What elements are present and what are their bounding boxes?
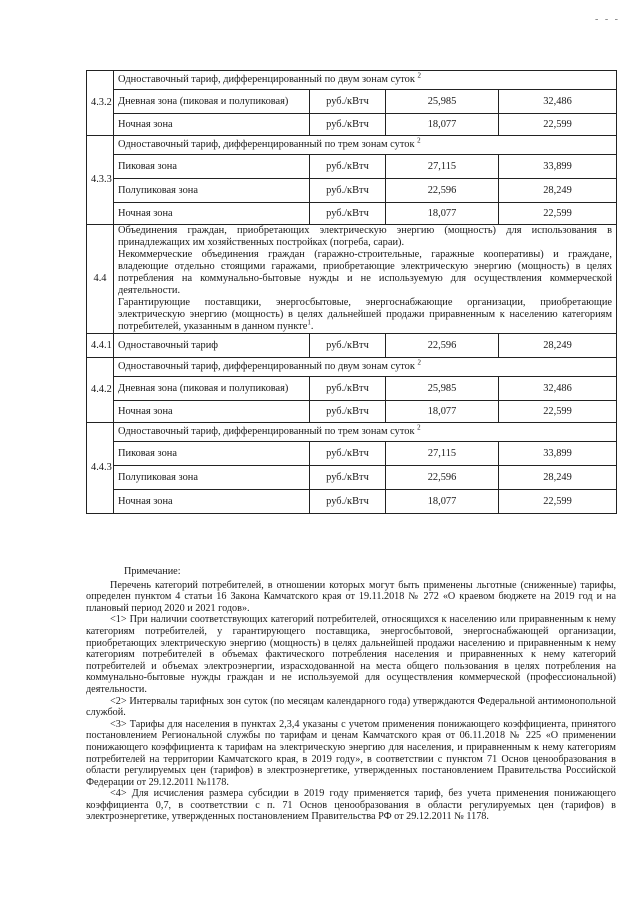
value-cell: 18,077 <box>386 490 499 514</box>
category-description <box>114 225 617 334</box>
row-number: 4.3.2 <box>87 71 114 136</box>
unit-cell: руб./кВтч <box>310 401 386 423</box>
row-number: 4.4.1 <box>87 334 114 358</box>
row-number: 4.4.3 <box>87 423 114 514</box>
row-number: 4.4.2 <box>87 358 114 423</box>
table-row <box>87 114 617 136</box>
zone-label: Полупиковая зона <box>114 466 310 490</box>
row-title: Одноставочный тариф, дифференцированный по двум зонам суток $^2$ <box>114 358 617 377</box>
value-cell: 32,486 <box>499 377 617 401</box>
unit-cell: руб./кВтч <box>310 203 386 225</box>
notes-title: Примечание: <box>124 566 181 577</box>
value-cell: 22,596 <box>386 179 499 203</box>
unit-cell: руб./кВтч <box>310 334 386 358</box>
row-number: 4.4 <box>87 225 114 334</box>
category-paragraph: Гарантирующие поставщики, энергосбытовые, энергоснабжающие организации, приобретающие электрическую энергию (мощность) в целях дальнейшей продажи приравненным к населению категориям потребителей, указанным в данном пункте$^1$. <box>118 297 613 332</box>
table-row <box>87 466 617 490</box>
page-mark: - - - <box>595 14 620 25</box>
value-cell: 33,899 <box>499 155 617 179</box>
table-row <box>87 155 617 179</box>
zone-label: Одноставочный тариф <box>114 334 310 358</box>
notes-section <box>86 566 616 823</box>
note-paragraph: <1> При наличии соответствующих категорий потребителей, относящихся к населению или приравненным к нему категориям потребителей, у гарантирующего поставщика, энергосбытовой, энергоснабжающей организации, приобретающих электрическую энергию (мощность) в целях дальнейшей продажи населению и приравненным к нему категориям потребителей в объемах фактического потребления населения и приравненных к нему категорий потребителей и объемах электроэнергии, израсходованной на места общего пользования в целях потребления на коммунально-бытовые нужды граждан и не используемой для осуществления коммерческой (профессиональной) деятельности. <box>86 614 616 695</box>
note-paragraph: <3> Тарифы для населения в пунктах 2,3,4 указаны с учетом применения понижающего коэффициента, принятого постановлением Региональной службы по тарифам и ценам Камчатского края от 06.11.2018 № 225 «О применении понижающего коэффициента к тарифам на электрическую энергию для населения, и приравненным к нему категориям потребителей на территории Камчатского края, в 2019 году», в соответствии с пунктом 71 Основ ценообразования в области регулируемых цен (тарифов) в электроэнергетике, утвержденных постановлением Правительства Российской Федерации от 29.12.2011 №1178. <box>86 718 616 788</box>
unit-cell: руб./кВтч <box>310 377 386 401</box>
value-cell: 25,985 <box>386 377 499 401</box>
zone-label: Пиковая зона <box>114 155 310 179</box>
value-cell: 28,249 <box>499 179 617 203</box>
value-cell: 22,599 <box>499 203 617 225</box>
value-cell: 18,077 <box>386 114 499 136</box>
zone-label: Ночная зона <box>114 490 310 514</box>
table-row <box>87 401 617 423</box>
value-cell: 32,486 <box>499 90 617 114</box>
table-row <box>87 71 617 90</box>
zone-label: Ночная зона <box>114 401 310 423</box>
table-row <box>87 358 617 377</box>
zone-label: Пиковая зона <box>114 442 310 466</box>
table-row <box>87 203 617 225</box>
value-cell: 18,077 <box>386 401 499 423</box>
table-row <box>87 225 617 334</box>
value-cell: 25,985 <box>386 90 499 114</box>
value-cell: 22,599 <box>499 114 617 136</box>
row-number: 4.3.3 <box>87 136 114 225</box>
zone-label: Полупиковая зона <box>114 179 310 203</box>
unit-cell: руб./кВтч <box>310 442 386 466</box>
unit-cell: руб./кВтч <box>310 179 386 203</box>
table-row <box>87 442 617 466</box>
note-paragraph: Перечень категорий потребителей, в отношении которых могут быть применены льготные (сниженные) тарифы, определен пунктом 4 статьи 16 Закона Камчатского края от 19.11.2018 № 272 «О краевом бюджете на 2019 год и на плановый период 2020 и 2021 годов». <box>86 579 616 614</box>
zone-label: Дневная зона (пиковая и полупиковая) <box>114 90 310 114</box>
row-title: Одноставочный тариф, дифференцированный по двум зонам суток $^2$ <box>114 71 617 90</box>
category-paragraph: Некоммерческие объединения граждан (гаражно-строительные, гаражные кооперативы) и граждане, владеющие отдельно стоящими гаражами, приобретающие электрическую энергию (мощность) в целях потребления на коммунально-бытовые нужды и не используемую для осуществления коммерческой деятельности. <box>118 249 613 296</box>
table-row <box>87 490 617 514</box>
table-row <box>87 90 617 114</box>
row-title: Одноставочный тариф, дифференцированный по трем зонам суток $^2$ <box>114 423 617 442</box>
value-cell: 18,077 <box>386 203 499 225</box>
value-cell: 22,596 <box>386 466 499 490</box>
table-row <box>87 423 617 442</box>
unit-cell: руб./кВтч <box>310 90 386 114</box>
table-row <box>87 136 617 155</box>
value-cell: 22,599 <box>499 490 617 514</box>
zone-label: Дневная зона (пиковая и полупиковая) <box>114 377 310 401</box>
value-cell: 22,599 <box>499 401 617 423</box>
table-row <box>87 377 617 401</box>
category-paragraph: Объединения граждан, приобретающих электрическую энергию (мощность) для использования в принадлежащих им хозяйственных постройках (погреба, сараи). <box>118 225 613 248</box>
table-row <box>87 179 617 203</box>
tariff-table <box>86 70 617 514</box>
unit-cell: руб./кВтч <box>310 490 386 514</box>
table-row <box>87 334 617 358</box>
zone-label: Ночная зона <box>114 114 310 136</box>
value-cell: 27,115 <box>386 155 499 179</box>
zone-label: Ночная зона <box>114 203 310 225</box>
value-cell: 28,249 <box>499 334 617 358</box>
value-cell: 27,115 <box>386 442 499 466</box>
unit-cell: руб./кВтч <box>310 155 386 179</box>
note-paragraph: <2> Интервалы тарифных зон суток (по месяцам календарного года) утверждаются Федеральной антимонопольной службой. <box>86 695 616 719</box>
value-cell: 22,596 <box>386 334 499 358</box>
value-cell: 28,249 <box>499 466 617 490</box>
value-cell: 33,899 <box>499 442 617 466</box>
row-title: Одноставочный тариф, дифференцированный по трем зонам суток $^2$ <box>114 136 617 155</box>
unit-cell: руб./кВтч <box>310 466 386 490</box>
note-paragraph: <4> Для исчисления размера субсидии в 2019 году применяется тариф, без учета применения понижающего коэффициента 0,7, в соответствии с п. 71 Основ ценообразования в области регулируемых цен (тарифов) в электроэнергетике, утвержденных постановлением Правительства РФ от 29.12.2011 № 1178. <box>86 788 616 823</box>
unit-cell: руб./кВтч <box>310 114 386 136</box>
